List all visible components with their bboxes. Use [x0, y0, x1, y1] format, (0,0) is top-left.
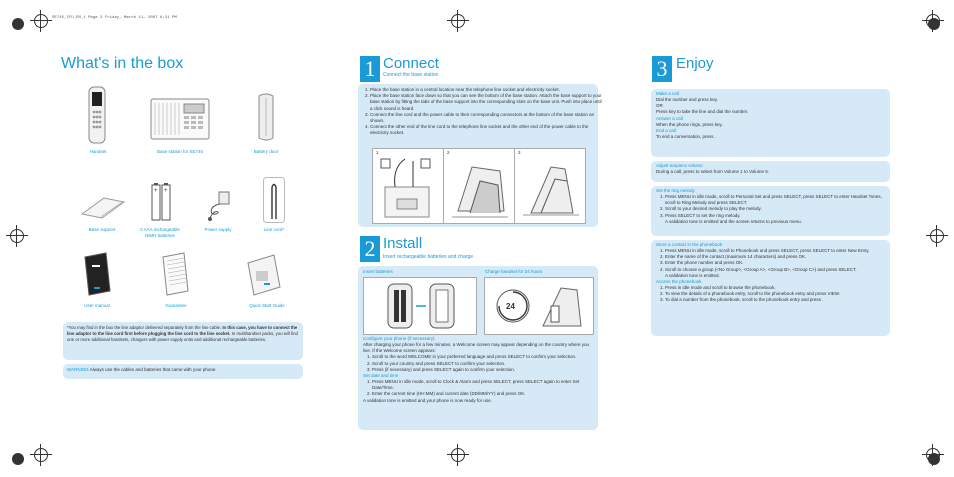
make-call-line: OR — [656, 103, 663, 109]
warning-label: WARNING — [67, 367, 89, 372]
figure-label: 3 — [518, 150, 521, 155]
connect-panel — [358, 84, 602, 227]
store-step: 4. Scroll to choose a group (<No Group>, <Group A>, <Group B>, <Group C>) and press SELECT. — [665, 267, 885, 273]
warning-text — [67, 367, 299, 373]
volume-line: During a call, press to select from Volume 1 to Volume 5. — [656, 169, 770, 174]
box-note-bold: In this case, you have to connect the line adaptor to the line cord first before plugging the line cord to the line socket. — [67, 325, 298, 336]
crop-mark-icon — [30, 444, 52, 466]
page-title-box: What's in the box — [61, 55, 184, 72]
install-title: Install — [383, 235, 423, 252]
connect-figure-panel-3 — [515, 149, 585, 223]
access-step: 3. To dial a number from the phonebook, scroll to the phonebook entry and press . — [665, 297, 885, 303]
box-note-plain: *You may find in the box the line adaptor delivered separately from the line cable. — [67, 325, 223, 330]
item-label-battery-door: Battery door — [253, 149, 279, 154]
item-label-quick-start-guide: Quick Start Guide — [249, 303, 285, 308]
install-panel — [358, 266, 598, 430]
make-call-line: Press key to take the line and dial the number. — [656, 109, 749, 115]
guarantee-image — [160, 251, 190, 297]
connect-title: Connect — [383, 55, 439, 72]
warning-panel — [63, 364, 303, 379]
registration-dot-icon — [12, 453, 24, 465]
melody-panel — [651, 186, 890, 236]
configure-step: 1. Scroll to the word WELCOME in your preferred language and press SELECT to confirm your selection. — [372, 354, 593, 360]
connect-step: 1. Place the base station in a central location near the telephone line socket and electricity socket. — [370, 87, 602, 93]
quick-start-guide-image — [246, 253, 282, 297]
answer-call-line: When the phone rings, press key. — [656, 121, 723, 127]
insert-batteries-figure — [363, 277, 477, 335]
store-title: Store a contact in the phonebook — [656, 242, 723, 247]
step-number-install: 2 — [360, 236, 380, 262]
batteries-image — [150, 182, 172, 222]
connect-steps — [361, 87, 602, 137]
configure-text: After charging your phone for a few minutes, a Welcome screen may appear depending on the country where you live. If the Welcome screen appears: — [363, 342, 590, 354]
item-label-handset: Handset — [89, 149, 107, 154]
enjoy-title: Enjoy — [676, 55, 714, 72]
phonebook-panel — [651, 240, 890, 336]
item-label-guarantee: Guarantee — [165, 303, 187, 308]
melody-title: Set the ring melody — [656, 188, 695, 193]
item-label-line-cord: Line cord* — [263, 227, 285, 232]
end-call-line: To end a conversation, press . — [656, 133, 717, 139]
store-step: 1. Press MENU in idle mode, scroll to Phonebook and press SELECT, press SELECT to enter New Entry. — [665, 248, 885, 254]
print-header: SE745_IFU_EN_1 Page 2 Friday, March 11, 2007 6:21 PM — [52, 16, 177, 20]
charge-handset-figure — [484, 277, 594, 335]
svg-text:+: + — [154, 188, 158, 194]
connect-subtitle: Connect the base station — [383, 72, 439, 78]
registration-dot-icon — [12, 18, 24, 30]
svg-text:+: + — [164, 188, 168, 194]
box-note-panel — [63, 322, 303, 360]
handset-image — [88, 86, 106, 144]
user-manual-image — [82, 251, 112, 297]
charge-hours-label: 24 — [506, 302, 515, 311]
store-step: 3. Enter the phone number and press OK. — [665, 260, 885, 266]
item-label-user-manual: User manual — [84, 303, 110, 308]
connect-step: 3. Connect the line cord and the power cable to their corresponding connectors at the bottom of the base station as shown. — [370, 112, 602, 124]
access-steps — [656, 285, 885, 304]
access-step: 1. Press in idle mode and scroll to browse the phonebook. — [665, 285, 885, 291]
melody-note: A validation tone is emitted and the screen returns to previous menu. — [665, 218, 802, 224]
crop-mark-icon — [926, 225, 948, 247]
connect-step: 4. Connect the other end of the line cord to the telephone line socket and the other end of the power cable to the electricity socket. — [370, 124, 602, 136]
registration-dot-icon — [928, 453, 940, 465]
item-label-base-station: Base station for SE745 — [156, 149, 204, 154]
connect-figure-panel-1 — [373, 149, 444, 223]
volume-panel — [651, 161, 890, 182]
crop-mark-icon — [30, 10, 52, 32]
crop-mark-icon — [447, 10, 469, 32]
date-steps — [363, 379, 593, 398]
item-label-base-support: Base support — [88, 227, 116, 232]
connect-step: 2. Place the base station face down so that you can see the bottom of the base station. Attach the base support to your base station by fitting the tabs of the base support into the corresponding slots on the base unit. Push into place until a click sound is heard. — [370, 93, 602, 112]
base-station-image — [150, 95, 210, 141]
crop-mark-icon — [6, 225, 28, 247]
access-step: 2. To view the details of a phonebook entry, scroll to the phonebook entry and press VIEW. — [665, 291, 885, 297]
melody-step: 3. Press SELECT to set the ring melody. — [665, 213, 885, 219]
configure-steps — [363, 354, 593, 373]
figure-label: 2 — [447, 150, 450, 155]
base-support-image — [80, 194, 126, 220]
date-step: 1. Press MENU in idle mode, scroll to Clock & Alarm and press SELECT, press SELECT again to enter Set Date/Time. — [372, 379, 593, 391]
melody-steps — [656, 194, 885, 219]
install-footer: A validation tone is emitted and your phone is now ready for use. — [363, 397, 492, 403]
configure-title: Configure your phone (if necessary) — [363, 336, 435, 341]
end-call-title: End a call — [656, 127, 676, 133]
store-step: 2. Enter the name of the contact (maximum 14 characters) and press OK. — [665, 254, 885, 260]
store-note: A validation tone is emitted. — [665, 272, 720, 278]
step-number-enjoy: 3 — [652, 56, 672, 82]
access-title: Access the phonebook — [656, 279, 702, 285]
connect-figure-panel-2 — [444, 149, 515, 223]
answer-call-title: Answer a call — [656, 115, 683, 121]
call-panel — [651, 89, 890, 157]
install-subtitle: Insert rechargeable batteries and charge — [383, 254, 474, 260]
box-note-text — [67, 325, 299, 343]
connect-figure — [372, 148, 586, 224]
box-note-plain-2: In multihandset packs, you will find one or more additional handsets, chargers with power supply units and additional rechargeable batteries. — [67, 331, 298, 342]
melody-step: 2. Scroll to your desired melody to play the melody. — [665, 206, 885, 212]
make-call-line: Dial the number and press key. — [656, 97, 718, 102]
melody-step: 1. Press MENU in idle mode, scroll to Personal Set and press SELECT, press SELECT to enter Handset Tones, scroll to Ring Melody and press SELECT. — [665, 194, 885, 206]
battery-door-image — [256, 92, 276, 142]
date-step: 2. Enter the current time (HH:MM) and current date (DD/MM/YY) and press OK. — [372, 391, 593, 397]
configure-step: 3. Press (if necessary) and press SELECT again to confirm your selection. — [372, 367, 593, 373]
power-supply-image — [204, 188, 232, 222]
configure-step: 2. Scroll to your country and press SELECT to confirm your selection. — [372, 361, 593, 367]
configure-section — [363, 336, 593, 404]
charge-handset-label: Charge handset for 24 hours — [485, 269, 543, 274]
crop-mark-icon — [447, 444, 469, 466]
step-number-connect: 1 — [360, 56, 380, 82]
item-label-power-supply: Power supply — [204, 227, 232, 232]
date-title: Set date and time — [363, 373, 399, 379]
insert-batteries-label: Insert batteries — [363, 269, 393, 274]
figure-label: 1 — [376, 150, 379, 155]
volume-title: Adjust earpiece volume — [656, 163, 703, 168]
line-cord-image — [263, 177, 285, 223]
registration-dot-icon — [928, 18, 940, 30]
warning-body: Always use the cables and batteries that came with your phone. — [88, 367, 217, 372]
item-label-batteries: 2 AAA rechargeable NiMH batteries — [140, 227, 180, 238]
make-call-title: Make a call — [656, 91, 679, 96]
store-steps — [656, 248, 885, 273]
